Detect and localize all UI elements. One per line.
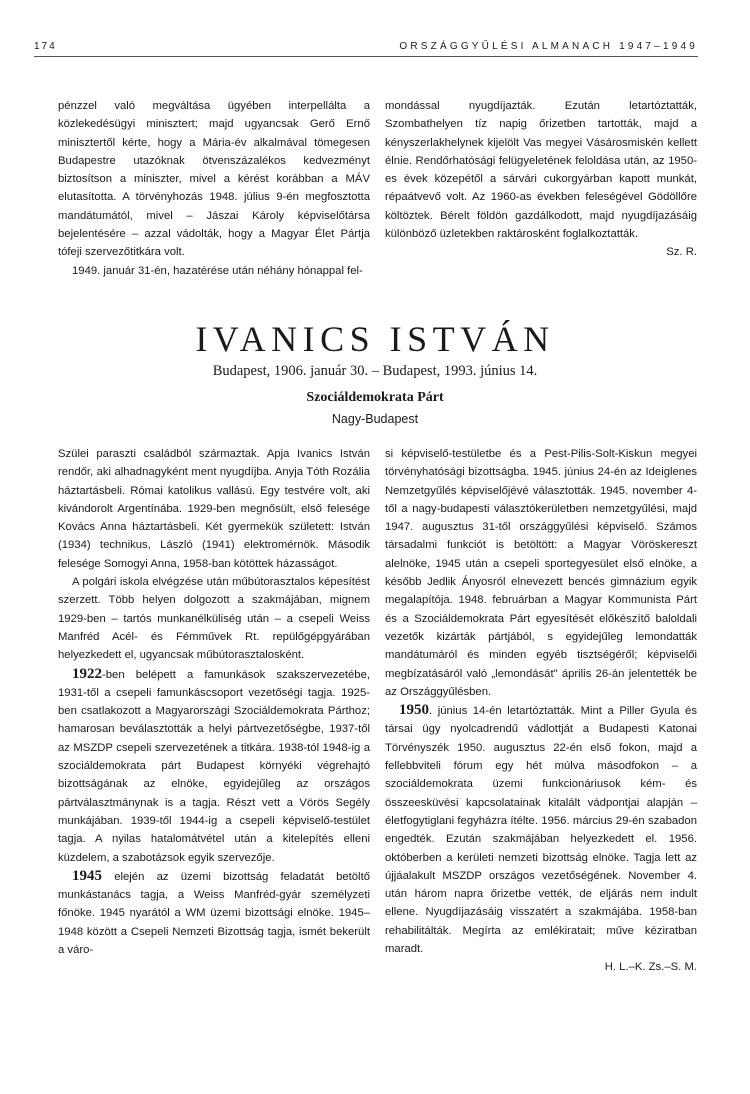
biography-paragraph: Szülei paraszti családból származtak. Apja Ivanics István rendőr, aki alhadnagyként ment nyugdíjba. Anyja Tóth Rozália háztartásbeli. Római katolikus vallású. Egy testvére volt, aki kivándorolt Argentínába. 1929-ben megnősült, első felesége Kovács Anna háztartásbeli. Két gyermekük született: István (1934) technikus, László (1941) elektromérnök. Második felesége Somogyi Anna, 1958-ban kötöttek házasságot. xyxy=(58,448,370,570)
entry-right-column xyxy=(385,445,697,977)
entry-region: Nagy-Budapest xyxy=(331,412,419,426)
header-rule xyxy=(34,56,698,57)
previous-entry-paragraph: pénzzel való megváltása ügyében interpellálta a közlekedésügyi minisztert; majd ugyancsak Gerő Ernő minisztertől kérte, hogy a Mária-év alkalmával tömegesen Budapestre utazóknak ötvenszázalékos kedvezményt biztosítson a miniszter, mivel a kérést korábban a MÁV elutasította. A törvényhozás 1948. július 9-én megfosztotta mandátumától, mivel – Jászai Károly képviselőtársa bejelentésére – azzal vádolták, hogy a Magyar Élet Pártja tófeji szervezőtitkára volt. xyxy=(58,100,370,259)
entry-dates: Budapest, 1906. január 30. – Budapest, 1993. június 14. xyxy=(212,363,538,379)
entry-left-column xyxy=(58,445,370,959)
biography-paragraph xyxy=(58,867,370,959)
running-title: ORSZÁGGYŰLÉSI ALMANACH 1947–1949 xyxy=(399,41,698,52)
entry-party: Szociáldemokrata Párt xyxy=(306,390,444,405)
biography-paragraph xyxy=(58,665,370,867)
entry-name: IVANICS ISTVÁN xyxy=(195,319,555,359)
biography-paragraph: si képviselő-testületbe és a Pest-Pilis-Solt-Kiskun megyei törvényhatósági bizottságba. 1945. június 24-én az Ideiglenes Nemzetgyűlés képviselőjévé választották. 1945. november 4-től a nagy-budapesti választókerületben nemzetgyűlési, majd 1947. augusztus 31-től országgyűlési képviselő. Számos társadalmi funkciót is betöltött: a Magyar Vöröskereszt alelnöke, 1945 után a csepeli sportegyesület első elnöke, a később Jedlik Ányosról elnevezett bencés gimnázium egyik megalapítója. 1948. februárban a Magyar Kommunista Párt és a Szociáldemokrata Párt egyesítését előkészítő baloldali vezetők kizárták pártjából, s egyidejűleg lemondatták mandátumáról és minden egyéb tisztségéről; képviselői megbízatásáról való „lemondását" április 26-án jelentették be az Országgyűlésben. xyxy=(385,448,697,698)
previous-entry-paragraph: 1949. január 31-én, hazatérése után néhány hónappal fel- xyxy=(72,264,363,277)
previous-entry-left-column xyxy=(58,97,370,280)
biography-paragraph: A polgári iskola elvégzése után műbútorasztalos képesítést szerzett. Több helyen dolgozott a szakmájában, mignem 1929-ben – tartós munkanélküliség után – a csepeli Weiss Manfréd Acél- és Fémművek Rt. repülőgépgyárában helyezkedett el, ugyancsak műbútorasztalosként. xyxy=(58,576,370,662)
entry-signature: H. L.–K. Zs.–S. M. xyxy=(604,961,697,974)
year-highlight: 1922 xyxy=(72,665,102,682)
page-number: 174 xyxy=(34,41,57,52)
biography-paragraph xyxy=(385,701,697,958)
paragraph-text: . június 14-én letartóztatták. Mint a Piller Gyula és társai ügy nyolcadrendű vádlottját a Budapesti Katonai Törvényszék 1950. augusztus 22-én első fokon, majd a fellebbviteli fórum egy hét múlva másodfokon – a szociáldemokrata üzemi funkcionáriusok kém- és összeesküvési kapcsolatainak kitalált vádpontjai alapján – életfogytiglani fegyházra ítélte. 1956. március 29-én szabadon engedték. Ezután szakmájában helyezkedett el. 1956. októberben a kerületi nemzeti bizottság elnöke. Tagja lett az újjáalakult MSZDP országos vezetőségének. November 4. után három napra őrizetbe vették, de eljárás nem indult ellene. Nyugdíjazásáig visszatért a szakmájába. 1958-ban rehabilitálták. Megírta az emlékiratait; műve kéziratban maradt. xyxy=(385,705,697,956)
year-highlight: 1945 xyxy=(72,867,102,884)
previous-entry-right-column xyxy=(385,97,697,262)
paragraph-text: -ben belépett a famunkások szakszervezetébe, 1931-től a csepeli famunkáscsoport vezetőségi tagja. 1925-ben csatlakozott a Magyarországi Szociáldemokrata Párthoz; hamarosan beválasztották a helyi pártvezetőségbe, 1937-től az MSZDP csepeli szervezetének a titkára. 1938-tól 1948-ig a szociáldemokrata párt Budapest környéki végrehajtó bizottságának az elnöke, egyidejűleg az országos pártválasztmánynak is a tagja. Részt vett a Vörös Segély munkájában. 1939-től 1944-ig a csepeli képviselő-testület tagja. A nyilas hatalomátvétel után a kitelepítés elleni küzdelem, a szabotázsok egyik szervezője. xyxy=(58,668,370,864)
previous-entry-paragraph: mondással nyugdíjazták. Ezután letartóztatták, Szombathelyen tíz napig őrizetben tartották, majd a kényszerlakhelynek kijelölt Vas megyei Vásárosmiskén kellett élnie. Rendőrhatósági felügyeletének feloldása után, az 1950-es évek közepétől a sárvári cukorgyárban kapott munkát, répaátvevő volt. Az 1960-as években feleségével Gödöllőre költöztek. Bérelt földön gazdálkodott, majd nyugdíjazásáig különböző üzletekben raktárosként foglalkoztatták. xyxy=(385,100,697,241)
previous-entry-signature: Sz. R. xyxy=(666,246,697,259)
paragraph-text: elején az üzemi bizottság feladatát betöltő munkástanács tagja, a Weiss Manfréd-gyár személyzeti főnöke. 1945 nyarától a WM üzemi bizottsági elnöke. 1945–1948 között a Csepeli Nemzeti Bizottság tagja, ismét bekerült a váro- xyxy=(58,870,370,957)
year-highlight: 1950 xyxy=(399,702,429,719)
